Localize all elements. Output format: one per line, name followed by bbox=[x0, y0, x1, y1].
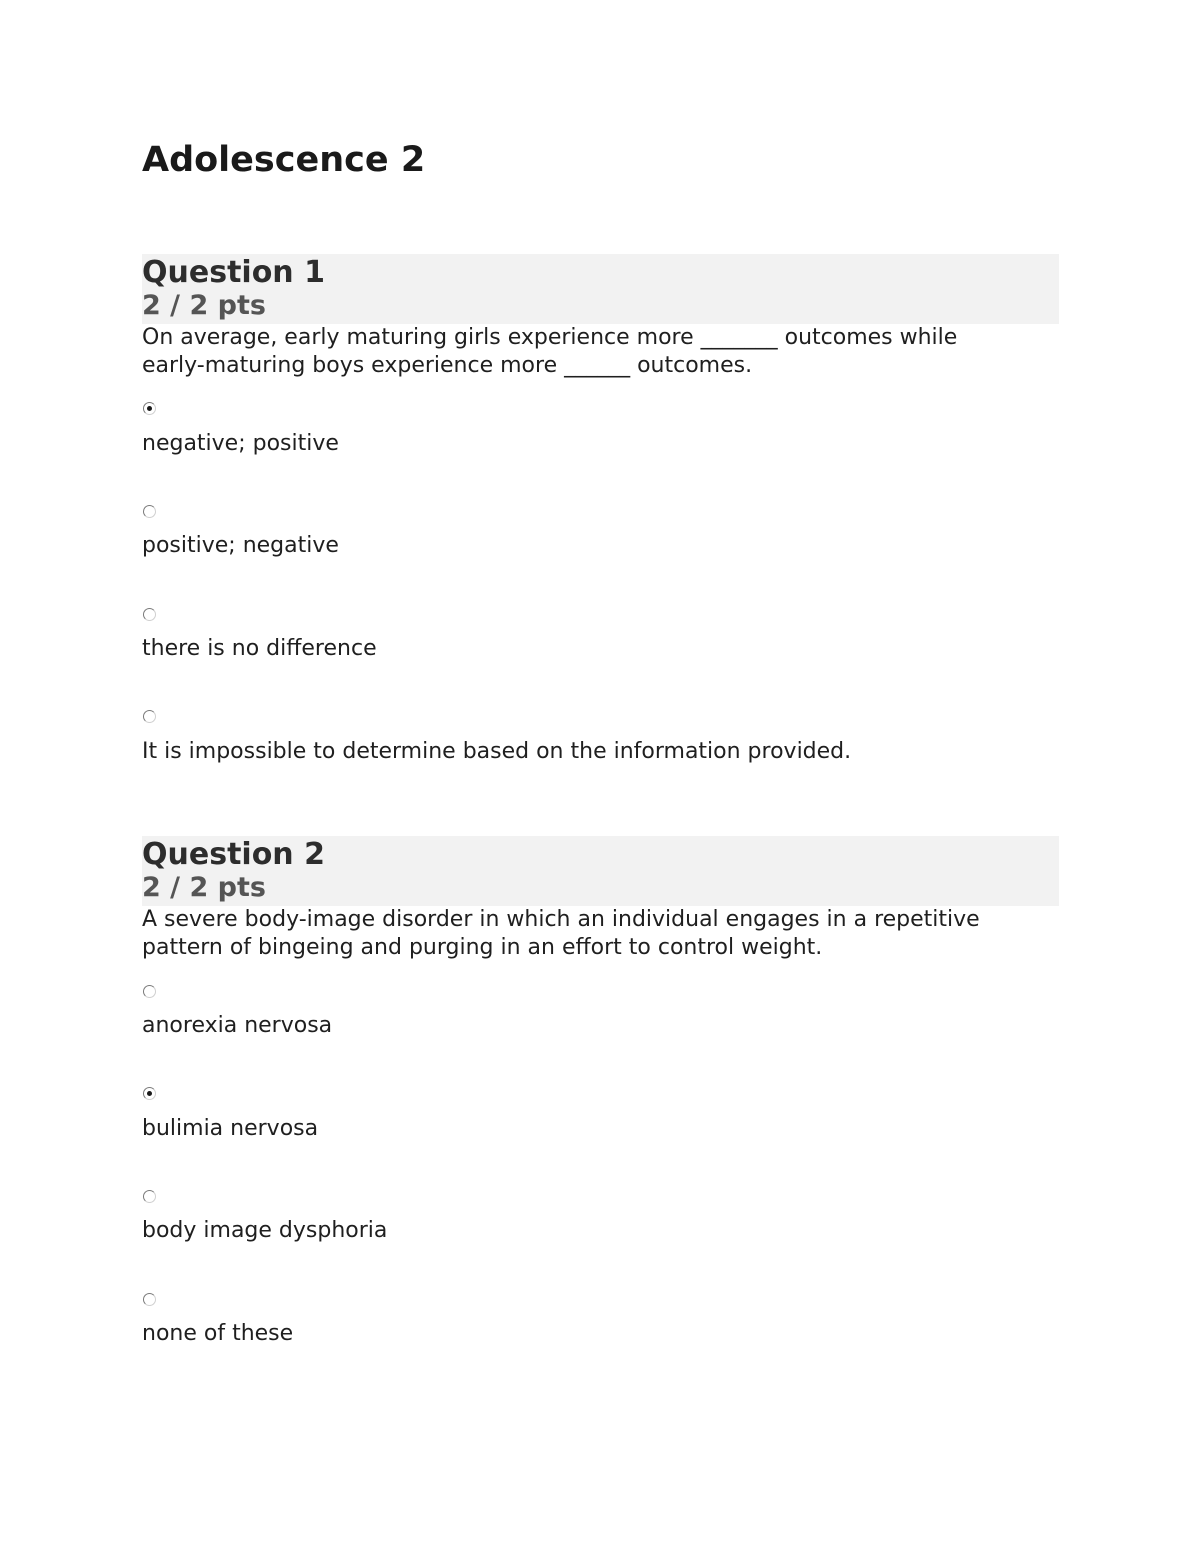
answer-option[interactable] bbox=[142, 608, 156, 621]
answer-option-label: It is impossible to determine based on the information provided. bbox=[142, 739, 852, 764]
answer-option-label: positive; negative bbox=[142, 533, 339, 558]
radio-unselected-icon[interactable] bbox=[143, 1190, 156, 1203]
question-text-line: A severe body-image disorder in which an individual engages in a repetitive bbox=[142, 907, 980, 932]
page-title: Adolescence 2 bbox=[142, 140, 426, 180]
question-title: Question 1 bbox=[142, 255, 325, 290]
question-text-line: early-maturing boys experience more ______ outcomes. bbox=[142, 353, 753, 378]
radio-unselected-icon[interactable] bbox=[143, 1293, 156, 1306]
answer-option-label: body image dysphoria bbox=[142, 1218, 388, 1243]
radio-selected-icon[interactable] bbox=[143, 402, 156, 415]
answer-option[interactable] bbox=[142, 1293, 156, 1306]
answer-option[interactable] bbox=[142, 505, 156, 518]
question-text bbox=[142, 324, 1059, 380]
answer-option[interactable] bbox=[142, 710, 156, 723]
radio-unselected-icon[interactable] bbox=[143, 608, 156, 621]
radio-unselected-icon[interactable] bbox=[143, 985, 156, 998]
answer-option-label: anorexia nervosa bbox=[142, 1013, 333, 1038]
question-header bbox=[142, 836, 1059, 906]
question-points: 2 / 2 pts bbox=[142, 872, 266, 903]
question-text bbox=[142, 906, 1059, 962]
answer-option-label: bulimia nervosa bbox=[142, 1116, 319, 1141]
answer-option[interactable] bbox=[142, 1190, 156, 1203]
radio-unselected-icon[interactable] bbox=[143, 505, 156, 518]
question-1 bbox=[142, 254, 1059, 380]
answer-option-label: there is no difference bbox=[142, 636, 377, 661]
radio-selected-icon[interactable] bbox=[143, 1087, 156, 1100]
question-text-line: pattern of bingeing and purging in an effort to control weight. bbox=[142, 935, 823, 960]
answer-option[interactable] bbox=[142, 985, 156, 998]
question-2 bbox=[142, 836, 1059, 962]
question-header bbox=[142, 254, 1059, 324]
question-points: 2 / 2 pts bbox=[142, 290, 266, 321]
answer-option-label: none of these bbox=[142, 1321, 294, 1346]
question-title: Question 2 bbox=[142, 837, 325, 872]
answer-option[interactable] bbox=[142, 1087, 156, 1100]
answer-option-label: negative; positive bbox=[142, 431, 339, 456]
answer-option[interactable] bbox=[142, 402, 156, 415]
radio-unselected-icon[interactable] bbox=[143, 710, 156, 723]
question-text-line: On average, early maturing girls experience more _______ outcomes while bbox=[142, 325, 958, 350]
